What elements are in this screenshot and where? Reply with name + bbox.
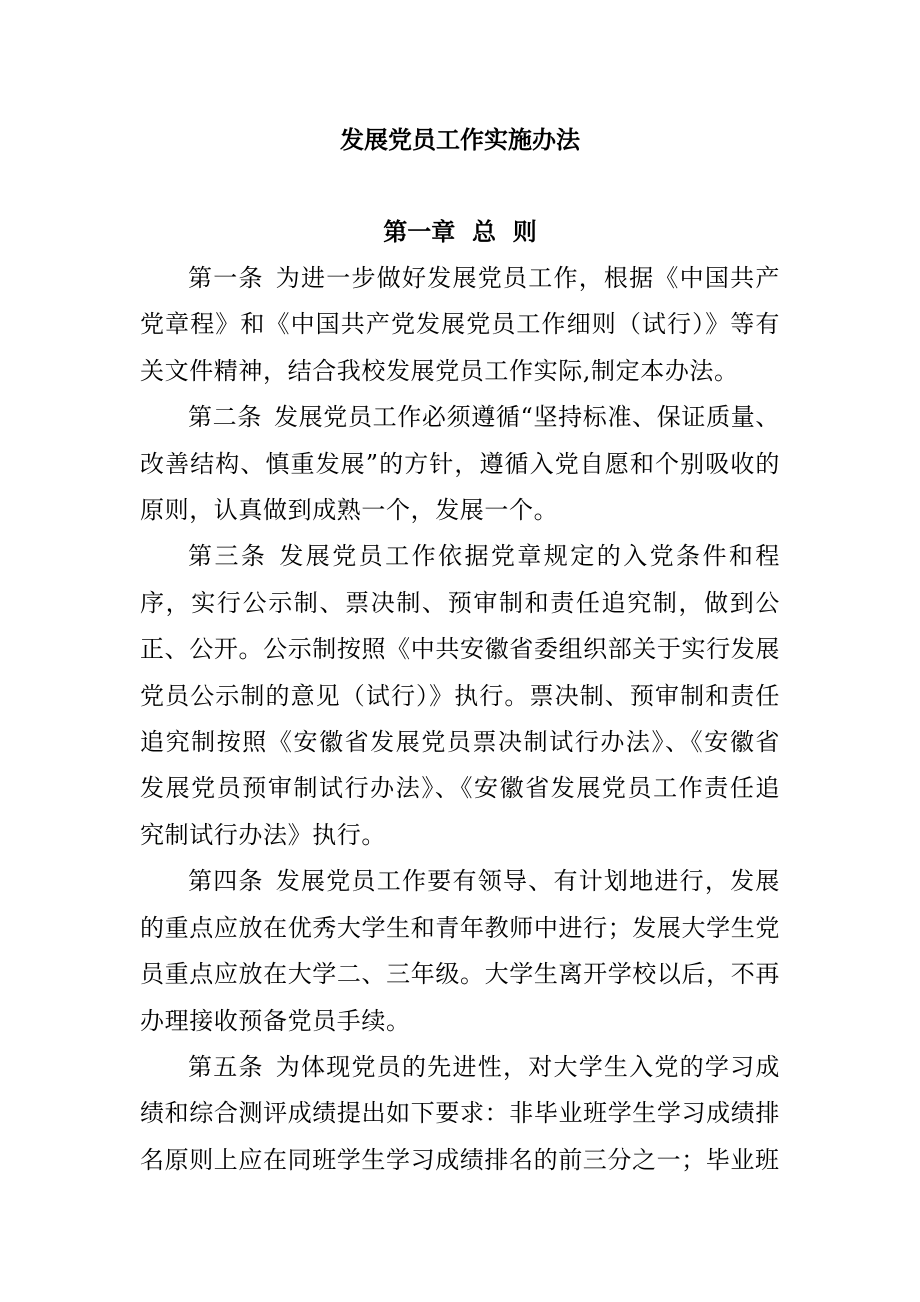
article-number: 第五条 [188, 1052, 264, 1081]
article-4 [140, 858, 780, 1044]
article-text: 发展党员工作必须遵循“坚持标准、保证质量、改善结构、慎重发展”的方针，遵循入党自愿和个别吸收的原则，认真做到成熟一个，发展一个。 [140, 403, 780, 525]
article-5 [140, 1044, 780, 1183]
chapter-heading: 第一章 总 则 [383, 217, 537, 246]
document-body [140, 255, 780, 1183]
article-3 [140, 533, 780, 858]
article-1 [140, 255, 780, 394]
article-number: 第二条 [188, 403, 262, 432]
article-text: 发展党员工作要有领导、有计划地进行，发展的重点应放在优秀大学生和青年教师中进行；发展大学生党员重点应放在大学二、三年级。大学生离开学校以后，不再办理接收预备党员手续。 [140, 867, 781, 1035]
article-2 [140, 394, 780, 533]
article-number: 第三条 [188, 542, 268, 571]
article-text: 为进一步做好发展党员工作，根据《中国共产党章程》和《中国共产党发展党员工作细则（试行）》等有关文件精神，结合我校发展党员工作实际,制定本办法。 [140, 264, 781, 385]
article-number: 第四条 [188, 867, 264, 896]
article-number: 第一条 [188, 264, 264, 292]
document-title: 发展党员工作实施办法 [340, 125, 580, 154]
article-text: 为体现党员的先进性，对大学生入党的学习成绩和综合测评成绩提出如下要求：非毕业班学生学习成绩排名原则上应在同班学生学习成绩排名的前三分之一；毕业班 [140, 1052, 781, 1174]
article-text: 发展党员工作依据党章规定的入党条件和程序，实行公示制、票决制、预审制和责任追究制，做到公正、公开。公示制按照《中共安徽省委组织部关于实行发展党员公示制的意见（试行）》执行。票决制、预审制和责任追究制按照《安徽省发展党员票决制试行办法》、《安徽省发展党员预审制试行办法》、《安徽省发展党员工作责任追究制试行办法》执行。 [140, 542, 780, 849]
